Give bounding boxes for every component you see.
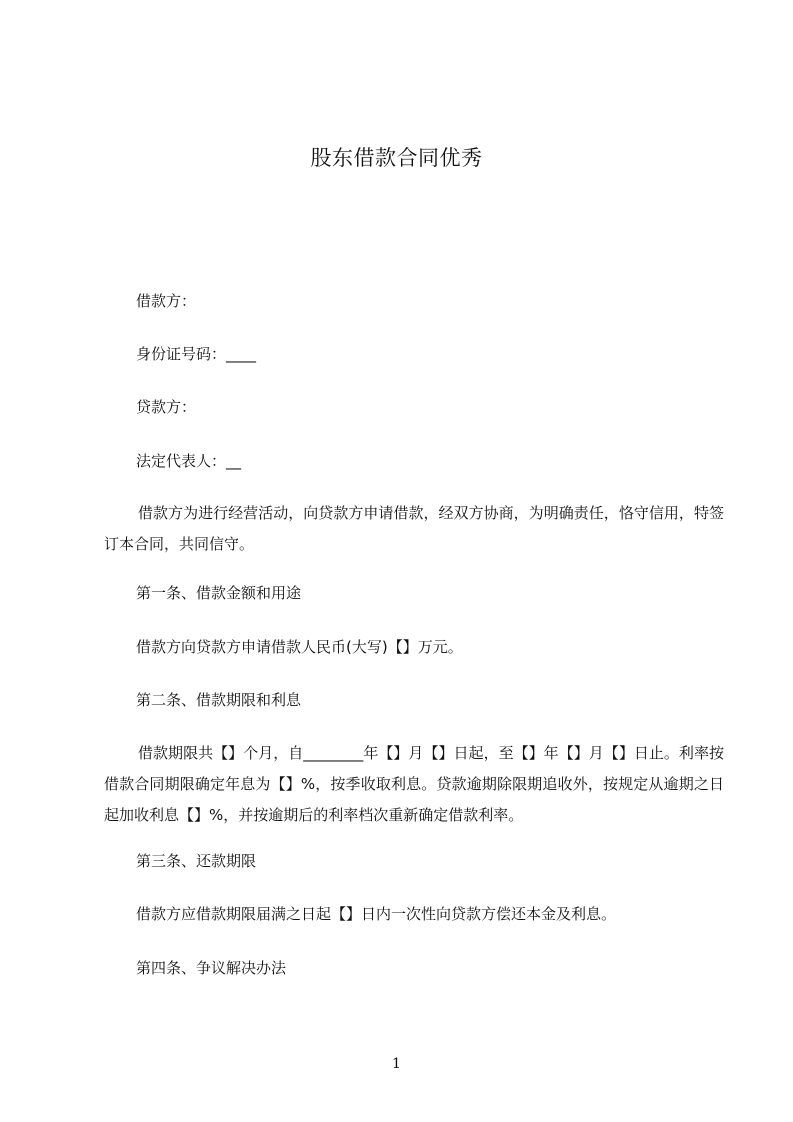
page-number: 1	[392, 1056, 401, 1072]
legal-representative-field: 法定代表人：__	[136, 452, 242, 470]
article-3-body: 借款方应借款期限届满之日起【】日内一次性向贷款方偿还本金及利息。	[136, 905, 617, 923]
article-4-heading: 第四条、争议解决办法	[136, 959, 287, 977]
article-2-heading: 第二条、借款期限和利息	[136, 691, 302, 709]
lender-field: 贷款方：	[136, 398, 197, 416]
borrower-field: 借款方：	[136, 292, 197, 310]
article-3-heading: 第三条、还款期限	[136, 852, 257, 870]
document-title: 股东借款合同优秀	[310, 146, 483, 170]
intro-paragraph: 借款方为进行经营活动，向贷款方申请借款，经双方协商，为明确责任，恪守信用，特签订本合同，共同信守。	[104, 504, 724, 553]
article-1-body: 借款方向贷款方申请借款人民币(大写)【】万元。	[136, 638, 463, 656]
id-number-field: 身份证号码：____	[136, 345, 257, 363]
article-2-body: 借款期限共【】个月，自________年【】月【】日起，至【】年【】月【】日止。利率按借款合同期限确定年息为【】%，按季收取利息。贷款逾期除限期追收外，按规定从逾期之日起加收利息【】%，并按逾期后的利率档次重新确定借款利率。	[104, 744, 724, 824]
article-1-heading: 第一条、借款金额和用途	[136, 584, 302, 602]
